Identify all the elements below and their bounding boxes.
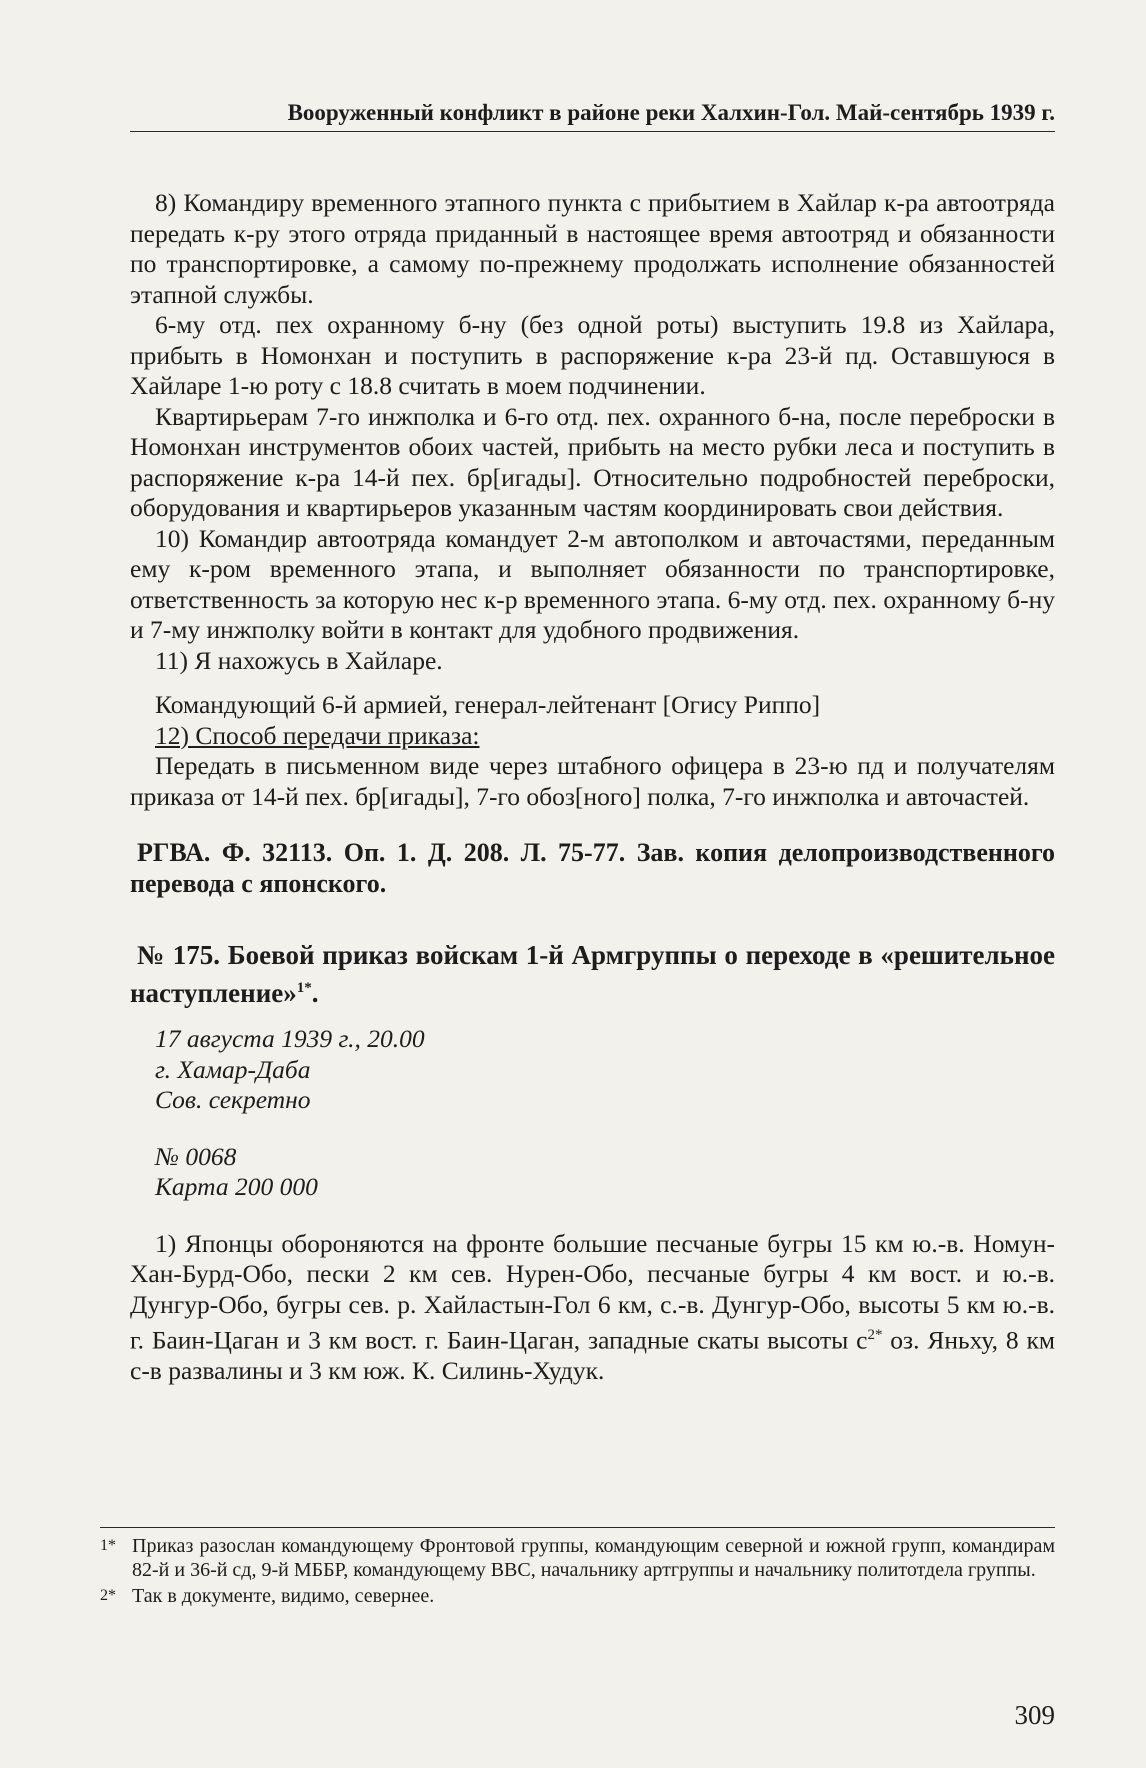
document-map: Карта 200 000 bbox=[155, 1172, 318, 1201]
paragraph-12-text: Передать в письменном виде через штабного офицера в 23-ю пд и получателям приказа от 14-й пех. бр[игады], 7-го обоз[ного] полка, 7-го инжполка и авточастей. bbox=[130, 751, 1055, 811]
paragraph-8: 8) Командиру временного этапного пункта с прибытием в Хайлар к-ра автоотряда передать к-ру этого отряда приданный в настоящее время автоотряд и обязанности по транспортировке, а самому по-прежнему продолжать исполнение обязанностей этапной службы. bbox=[130, 188, 1055, 309]
footnote-ref-2[interactable]: 2* bbox=[867, 1327, 883, 1343]
archive-reference: РГВА. Ф. 32113. Оп. 1. Д. 208. Л. 75-77. Зав. копия делопроизводственного перевода с японского. bbox=[130, 838, 1055, 898]
paragraph-12-heading: 12) Способ передачи приказа: bbox=[155, 720, 480, 750]
main-text bbox=[130, 188, 1055, 1387]
paragraph-10: 10) Командир автоотряда командует 2-м автополком и авточастями, переданным ему к-ром временного этапа, и выполняет обязанности по транспортировке, ответственность за которую нес к-р временного этапа. 6-му отд. пех. охранному б-ну и 7-му инжполку войти в контакт для удобного продвижения. bbox=[130, 523, 1055, 644]
paragraph-1: 1) Японцы обороняются на фронте большие песчаные бугры 15 км ю.-в. Номун-Хан-Бурд-Обо, пески 2 км сев. Нурен-Обо, песчаные бугры 4 км вост. и ю.-в. Дунгур-Обо, бугры сев. р. Хайластын-Гол 6 км, с.-в. Дунгур-Обо, высоты 5 км ю.-в. г. Баин-Цаган и 3 км вост. г. Баин-Цаган, западные скаты высоты $с^{2*}$ оз. Яньху, 8 км с-в развалины и 3 км юж. К. Силинь-Худук. bbox=[130, 1228, 1055, 1385]
footnote-text: Приказ разослан командующему Фронтовой группы, командующим северной и южной групп, командирам 82-й и 36-й сд, 9-й МББР, командующему ВВС, начальнику артгруппы и начальнику политотдела группы. bbox=[132, 1535, 1055, 1581]
running-header: Вооруженный конфликт в районе реки Халхин-Гол. Май-сентябрь 1939 г. bbox=[130, 100, 1055, 132]
document-place: г. Хамар-Даба bbox=[155, 1054, 311, 1084]
paragraph-kvartirery: Квартирьерам 7-го инжполка и 6-го отд. пех. охранного б-на, после переброски в Номонхан инструментов обоих частей, прибыть на место рубки леса и поступить в распоряжение к-ра 14-й пех. бр[игады]. Относительно подробностей переброски, оборудования и квартирьеров указанным частям координировать свои действия. bbox=[130, 401, 1055, 522]
footnote-mark: 1* bbox=[100, 1537, 116, 1554]
footnote-1 bbox=[100, 1534, 1055, 1582]
signature-line: Командующий 6-й армией, генерал-лейтенант [Огису Риппо] bbox=[155, 690, 821, 719]
document-number: № 0068 bbox=[155, 1141, 237, 1171]
footnote-text: Так в документе, видимо, севернее. bbox=[132, 1585, 435, 1607]
footnote-ref-1[interactable]: 1* bbox=[296, 980, 312, 996]
paragraph-11: 11) Я нахожусь в Хайларе. bbox=[155, 645, 443, 675]
footnote-2 bbox=[100, 1584, 1055, 1608]
page-number: 309 bbox=[1014, 1700, 1055, 1730]
paragraph-otd: 6-му отд. пех охранному б-ну (без одной роты) выступить 19.8 из Хайлара, прибыть в Номонхан и поступить в распоряжение к-ра 23-й пд. Оставшуюся в Хайларе 1-ю роту с 18.8 считать в моем подчинении. bbox=[130, 310, 1055, 400]
document-classification: Сов. секретно bbox=[155, 1085, 311, 1114]
document-title: № 175. Боевой приказ войскам 1-й Армгруппы о переходе в «решительное наступление»$^{1*}$. bbox=[130, 940, 1055, 1008]
footnote-mark: 2* bbox=[100, 1587, 116, 1604]
footnotes bbox=[100, 1527, 1055, 1610]
document-date: 17 августа 1939 г., 20.00 bbox=[155, 1024, 425, 1053]
